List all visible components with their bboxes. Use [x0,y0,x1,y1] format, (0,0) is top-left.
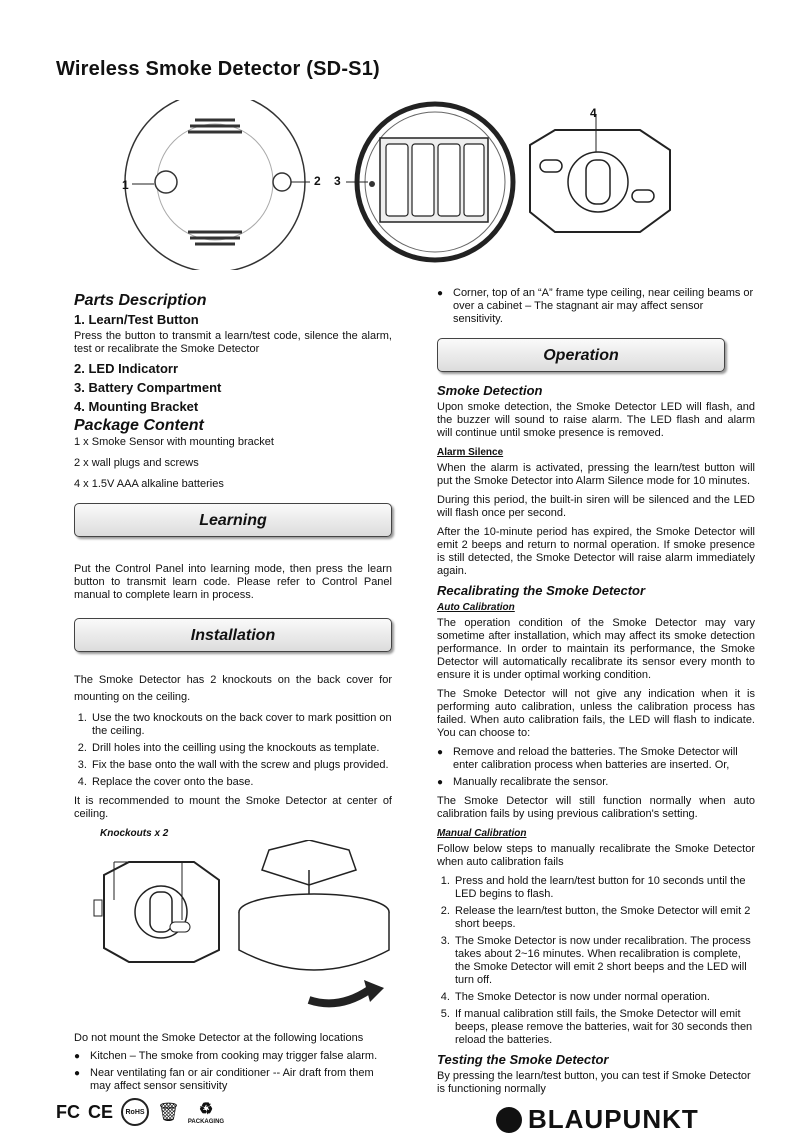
auto-calibration-heading: Auto Calibration [437,602,515,613]
avoid-list-continued [437,287,755,326]
auto-calibration-after: The Smoke Detector will still function normally when auto calibration fails by using previous calibration's setting. [437,795,755,820]
recalibrating-heading: Recalibrating the Smoke Detector [437,583,646,598]
knockouts-label: Knockouts x 2 [100,828,169,839]
installation-recommend: It is recommended to mount the Smoke Detector at center of ceiling. [74,795,392,820]
installation-figure [74,840,404,1015]
package-heading: Package Content [74,417,204,434]
alarm-silence-text: During this period, the built-in siren will be silenced and the LED will flash once per second. [437,494,755,519]
installation-step: 1. Use the two knockouts on the back cover to mark posittion on the ceiling. [90,712,392,738]
operation-heading: Operation [543,346,619,364]
knockout-bracket-drawing [94,862,219,962]
manual-calibration-intro: Follow below steps to manually recalibrate the Smoke Detector when auto calibration fails [437,843,755,868]
smoke-detection-text: Upon smoke detection, the Smoke Detector LED will flash, and the buzzer will sound to raise alarm. The LED flash and alarm will continue until smoke presence is removed. [437,401,755,439]
learning-heading-box [74,503,392,537]
callout-2: 2 [314,174,321,188]
left-column [74,294,392,827]
callout-1: 1 [122,178,129,192]
part-1-text: Press the button to transmit a learn/test code, silence the alarm, test or recalibrate the Smoke Detector [74,330,392,355]
alarm-silence-text: After the 10-minute period has expired, the Smoke Detector will emit 2 beeps and return to normal operation. If smoke presence is still detected, the Smoke Detector will raise alarm immediately again. [437,526,755,577]
avoid-item: ● Corner, top of an “A” frame type ceiling, near ceiling beams or over a cabinet – The stagnant air may affect sensor sensitivity. [437,287,755,326]
mounting-bracket-drawing [530,114,670,232]
manual-step: 1. Press and hold the learn/test button for 10 seconds until the LED begins to flash. [453,875,755,901]
avoid-intro: Do not mount the Smoke Detector at the following locations [74,1032,364,1044]
brand-logo [496,1104,699,1135]
installation-step: 4. Replace the cover onto the base. [90,776,392,789]
rohs-icon [121,1098,149,1126]
auto-option: ● Remove and reload the batteries. The Smoke Detector will enter calibration process when batteries are inserted. Or, [437,746,755,772]
battery-view-drawing [357,104,513,260]
detector-install-drawing [239,840,389,1003]
installation-intro: The Smoke Detector has 2 knockouts on the back cover for mounting on the ceiling. [74,674,392,703]
rohs-label: RoHS [125,1108,145,1116]
auto-options [437,746,755,789]
right-column [437,287,755,1102]
auto-calibration-text: The Smoke Detector will not give any indication when it is performing auto calibration, unless the calibration process has failed. When auto calibration fails, the LED will flash to indicate. You can choose to: [437,688,755,739]
brand-name: BLAUPUNKT [528,1104,699,1134]
manual-step: 4. The Smoke Detector is now under normal operation. [453,991,755,1004]
smoke-detection-heading: Smoke Detection [437,383,543,398]
manual-calibration-heading: Manual Calibration [437,828,527,839]
installation-steps [74,712,392,789]
callout-3: 3 [334,174,341,188]
part-1-title: 1. Learn/Test Button [74,312,199,327]
package-item: 2 x wall plugs and screws [74,457,199,469]
installation-step: 2. Drill holes into the ceilling using the knockouts as template. [90,742,392,755]
certification-logos [56,1098,224,1126]
alarm-silence-heading: Alarm Silence [437,447,504,458]
manual-step: 3. The Smoke Detector is now under recalibration. The process takes about 2~16 minutes. When recalibration is complete, the Smoke Detector will emit 2 short beeps and the LED will turn off. [453,935,755,987]
avoid-item: ● Kitchen – The smoke from cooking may trigger false alarm. [74,1050,392,1063]
part-4-title: 4. Mounting Bracket [74,399,199,414]
parts-heading: Parts Description [74,292,207,309]
recycle-packaging-icon [188,1099,224,1125]
callout-4: 4 [590,106,597,120]
manual-step: 5. If manual calibration still fails, the Smoke Detector will emit beeps, please remove the batteries, wait for 30 seconds then reload the batteries. [453,1008,755,1047]
weee-bin-icon: 🗑 [157,1101,180,1122]
document-title: Wireless Smoke Detector (SD-S1) [56,58,380,80]
recycle-icon: ♻ [198,1101,214,1118]
installation-heading: Installation [190,626,276,644]
alarm-silence-text: When the alarm is activated, pressing the learn/test button will put the Smoke Detector into Alarm Silence mode for 10 minutes. [437,462,755,487]
installation-heading-box [74,618,392,652]
operation-heading-box [437,338,725,372]
part-2-title: 2. LED Indicatorr [74,361,179,376]
learning-text: Put the Control Panel into learning mode, then press the learn button to transmit learn code. Please refer to Control Panel manual to complete learn in process. [74,563,392,601]
avoid-item: ● Near ventilating fan or air conditioner -- Air draft from them may affect sensor sensitivity [74,1067,392,1093]
ce-logo: CE [88,1101,114,1122]
installation-step: 3. Fix the base onto the wall with the screw and plugs provided. [90,759,392,772]
front-view-drawing [125,100,305,270]
packaging-label: PACKAGING [187,1119,225,1125]
package-item: 4 x 1.5V AAA alkaline batteries [74,478,224,490]
part-3-title: 3. Battery Compartment [74,380,222,395]
fcc-logo: FC [56,1101,80,1122]
brand-dot-icon [496,1107,522,1133]
manual-steps [437,875,755,1047]
manual-step: 2. Release the learn/test button, the Smoke Detector will emit 2 short beeps. [453,905,755,931]
product-figure [110,100,690,270]
learning-heading: Learning [199,511,267,529]
auto-option: ● Manually recalibrate the sensor. [437,776,755,789]
testing-text: By pressing the learn/test button, you can test if Smoke Detector is functioning normally [437,1070,751,1095]
auto-calibration-text: The operation condition of the Smoke Detector may vary sometime after installation, which may affect its smoke detection performance. In order to maintain its performance, the Smoke Detector will automatically recalibrate its sensor every month to ensure it is under optimal working condition. [437,617,755,681]
avoid-list [74,1050,392,1093]
testing-heading: Testing the Smoke Detector [437,1052,609,1067]
avoid-list-block [74,1032,392,1099]
package-item: 1 x Smoke Sensor with mounting bracket [74,436,274,448]
